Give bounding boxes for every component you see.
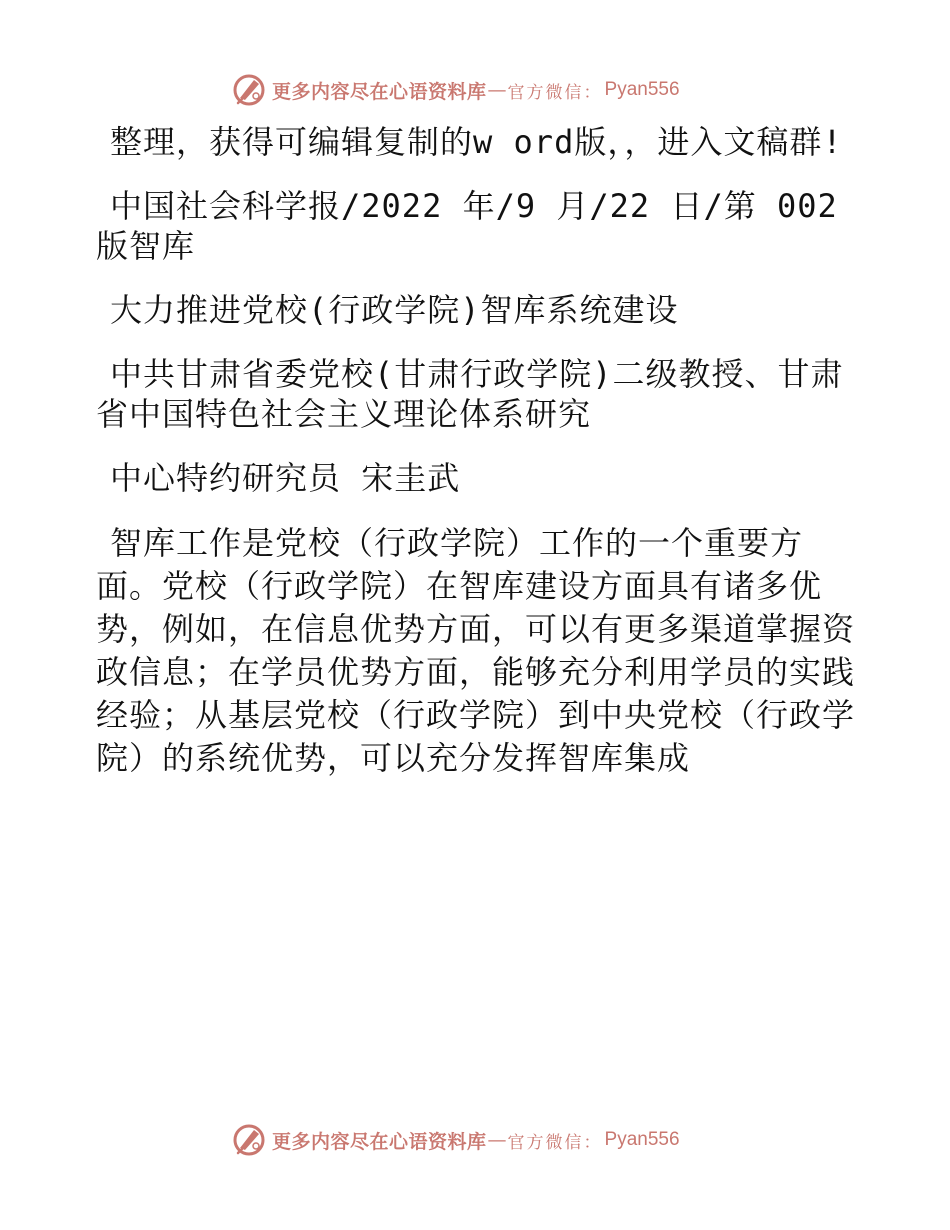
watermark-wechat-label: 官方微信： <box>507 82 603 103</box>
watermark-wechat-id: Pyan556 <box>604 79 680 100</box>
intro-paragraph: 整理，获得可编辑复制的w ord版，，进入文稿群! <box>110 123 843 161</box>
watermark-wechat-id: Pyan556 <box>604 1129 680 1150</box>
body-paragraph: 智库工作是党校（行政学院）工作的一个重要方面。党校（行政学院）在智库建设方面具有诸多优势，例如，在信息优势方面，可以有更多渠道掌握资政信息；在学员优势方面，能够充分利用学员的实践经验；从基层党校（行政学院）到中央党校（行政学院）的系统优势，可以充分发挥智库集成 <box>96 524 856 777</box>
watermark-site-text: 更多内容尽在心语资料库 <box>272 80 487 103</box>
document-body <box>96 122 856 780</box>
header-watermark <box>232 70 680 110</box>
source-line: 中国社会科学报/2022 年/9 月/22 日/第 002 版智库 <box>96 187 838 265</box>
quill-pen-logo-icon <box>232 1122 268 1158</box>
footer-watermark <box>232 1120 680 1160</box>
quill-pen-logo-icon <box>232 72 268 108</box>
watermark-wechat-label: 官方微信： <box>507 1132 603 1153</box>
watermark-dash: — <box>487 79 507 101</box>
author-role: 中心特约研究员 宋圭武 <box>110 459 461 497</box>
author-affiliation: 中共甘肃省委党校(甘肃行政学院)二级教授、甘肃省中国特色社会主义理论体系研究 <box>96 355 844 433</box>
watermark-site-text: 更多内容尽在心语资料库 <box>272 1130 487 1153</box>
article-title: 大力推进党校(行政学院)智库系统建设 <box>110 291 679 329</box>
watermark-dash: — <box>487 1129 507 1151</box>
